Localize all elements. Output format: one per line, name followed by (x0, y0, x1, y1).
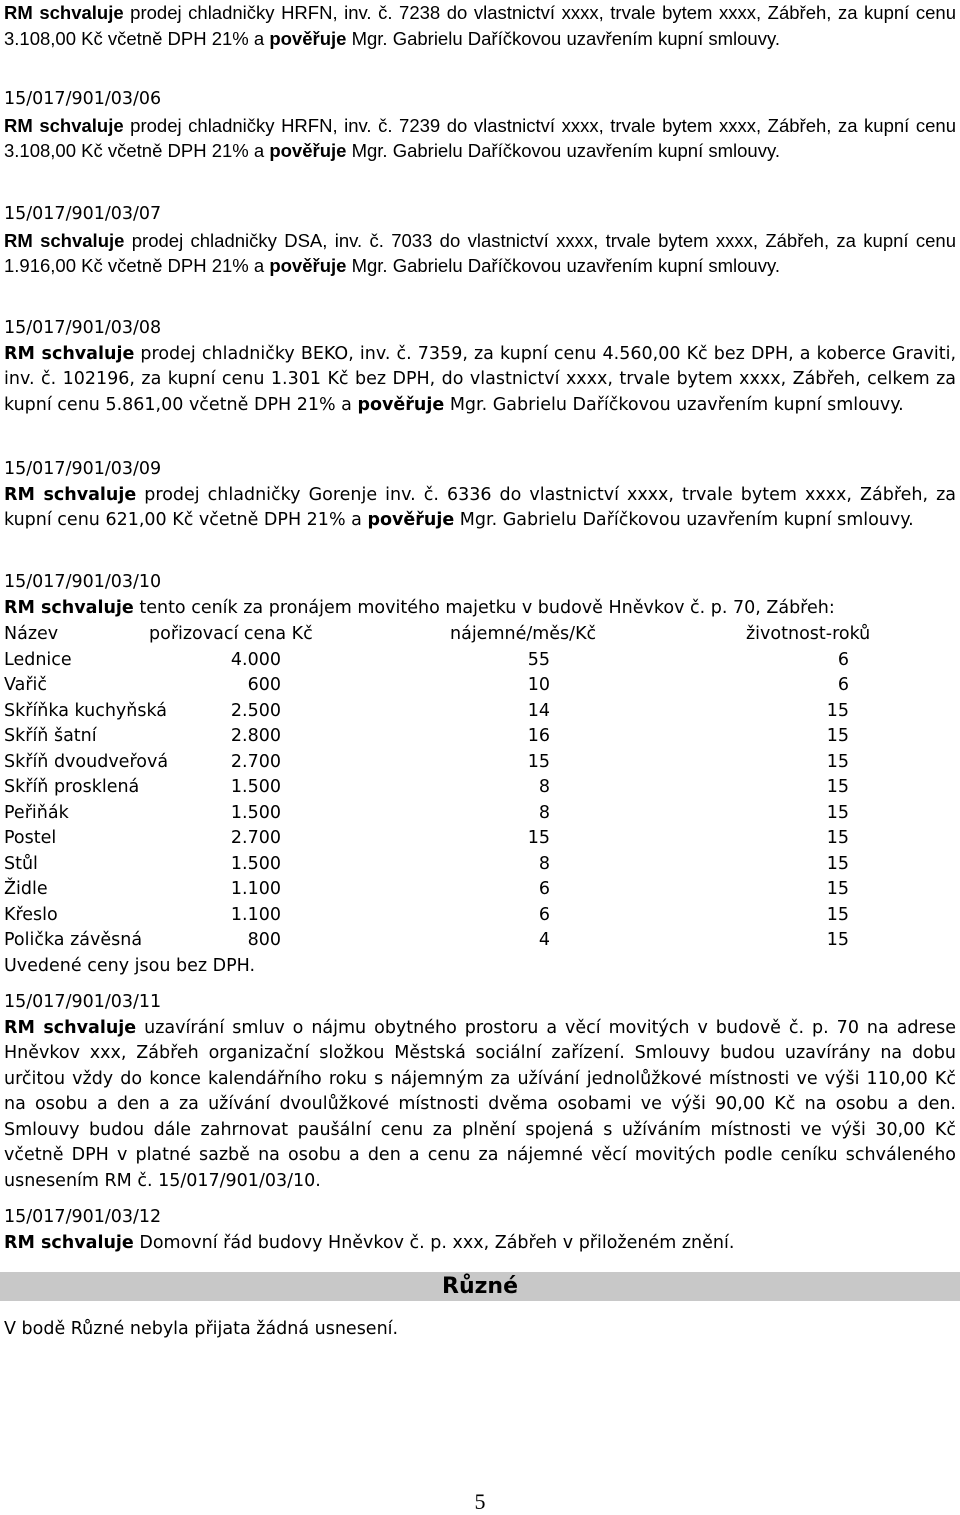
table-row (4, 877, 956, 903)
purchase-price-cell: 2.800 (230, 726, 281, 746)
resolution-item (4, 1205, 956, 1256)
lifetime-cell: 6 (837, 649, 849, 670)
section-text: V bodě Různé nebyla přijata žádná usnesení. (4, 1319, 399, 1339)
purchase-price-cell: 2.700 (230, 828, 281, 848)
table-row (4, 775, 956, 801)
resolution-item (4, 570, 956, 621)
table-row (4, 750, 956, 776)
purchase-price-cell: 1.500 (230, 802, 281, 823)
purchase-price-cell: 2.500 (230, 700, 281, 721)
resolution-text: RM schvaluje prodej chladničky Gorenje inv. č. 6336 do vlastnictví xxxx, trvale bytem xxxx, Zábřeh, za kupní cenu 621,00 Kč včetně DPH 21% a pověřuje Mgr. Gabrielu Daříčkovou uzavřením kupní smlouvy. (4, 484, 956, 530)
resolution-item (4, 457, 956, 534)
resolution-text: RM schvaluje prodej chladničky DSA, inv. č. 7033 do vlastnictví xxxx, trvale bytem xxxx, Zábřeh, za kupní cenu 1.916,00 Kč včetně DPH 21% a pověřuje Mgr. Gabrielu Daříčkovou uzavřením kupní smlouvy. (4, 229, 956, 276)
lifetime-cell: 15 (826, 879, 849, 899)
lifetime-cell: 15 (826, 930, 849, 950)
lifetime-cell: 15 (826, 726, 849, 746)
rent-cell: 10 (527, 675, 550, 695)
rent-cell: 16 (527, 726, 550, 746)
lifetime-cell: 15 (826, 777, 849, 797)
table-header-row (4, 622, 956, 648)
purchase-price-cell: 1.100 (230, 879, 281, 899)
table-row (4, 724, 956, 750)
resolution-number: 15/017/901/03/10 (4, 572, 162, 592)
resolution-number: 15/017/901/03/07 (4, 204, 162, 224)
resolution-number: 15/017/901/03/06 (4, 89, 162, 109)
table-row (4, 852, 956, 878)
purchase-price-cell: 800 (247, 930, 281, 950)
column-header: pořizovací cena Kč (149, 624, 313, 644)
rent-cell: 14 (527, 700, 550, 721)
rent-cell: 8 (538, 853, 550, 874)
purchase-price-cell: 4.000 (230, 649, 281, 670)
page-number: 5 (474, 1489, 486, 1514)
rent-cell: 6 (538, 879, 550, 899)
rent-cell: 8 (538, 802, 550, 823)
resolution-verb: RM schvaluje (4, 2, 124, 23)
resolution-verb: RM schvaluje (4, 597, 134, 618)
resolution-number: 15/017/901/03/11 (4, 992, 162, 1012)
item-name-cell: Křeslo (4, 904, 58, 925)
table-row (4, 699, 956, 725)
lifetime-cell: 15 (826, 802, 849, 823)
lifetime-cell: 15 (826, 853, 849, 874)
purchase-price-cell: 1.100 (230, 904, 281, 925)
table-row (4, 928, 956, 954)
rent-cell: 4 (538, 930, 550, 950)
lifetime-cell: 15 (826, 700, 849, 721)
lifetime-cell: 15 (826, 828, 849, 848)
resolution-text: RM schvaluje prodej chladničky HRFN, inv. č. 7239 do vlastnictví xxxx, trvale bytem xxxx, Zábřeh, za kupní cenu 3.108,00 Kč včetně DPH 21% a pověřuje Mgr. Gabrielu Daříčkovou uzavřením kupní smlouvy. (4, 114, 956, 161)
lifetime-cell: 6 (837, 675, 849, 695)
purchase-price-cell: 2.700 (230, 751, 281, 772)
item-name-cell: Lednice (4, 649, 72, 670)
section-heading: Různé (442, 1274, 518, 1299)
resolution-text: RM schvaluje tento ceník za pronájem movitého majetku v budově Hněvkov č. p. 70, Zábřeh: (4, 597, 835, 618)
resolution-text: RM schvaluje prodej chladničky BEKO, inv. č. 7359, za kupní cenu 4.560,00 Kč bez DPH, a koberce Graviti, inv. č. 102196, za kupní cenu 1.301 Kč bez DPH, do vlastnictví xxxx, trvale bytem xxxx, Zábřeh, celkem za kupní cenu 5.861,00 včetně DPH 21% a pověřuje Mgr. Gabrielu Daříčkovou uzavřením kupní smlouvy. (4, 343, 957, 415)
purchase-price-cell: 1.500 (230, 777, 281, 797)
resolution-item (4, 990, 956, 1194)
item-name-cell: Stůl (4, 853, 38, 874)
item-name-cell: Židle (4, 879, 48, 899)
purchase-price-cell: 1.500 (230, 853, 281, 874)
resolution-verb: RM schvaluje (4, 484, 137, 505)
table-row (4, 903, 956, 929)
item-name-cell: Skříň dvoudveřová (4, 751, 169, 772)
rent-cell: 15 (527, 751, 550, 772)
item-name-cell: Skříňka kuchyňská (4, 700, 168, 721)
resolution-number: 15/017/901/03/12 (4, 1207, 162, 1227)
table-body (4, 648, 956, 954)
resolution-verb: RM schvaluje (4, 1232, 134, 1253)
item-name-cell: Skříň prosklená (4, 777, 140, 797)
table-row (4, 801, 956, 827)
table-row (4, 826, 956, 852)
column-header: Název (4, 624, 59, 644)
resolution-verb: RM schvaluje (4, 343, 135, 364)
rent-cell: 15 (527, 828, 550, 848)
table-row (4, 648, 956, 674)
price-table (4, 622, 956, 979)
item-name-cell: Peřiňák (4, 802, 69, 823)
item-name-cell: Skříň šatní (4, 726, 97, 746)
item-name-cell: Vařič (4, 675, 48, 695)
resolution-verb: RM schvaluje (4, 1017, 137, 1038)
rent-cell: 6 (538, 904, 550, 925)
resolution-number: 15/017/901/03/08 (4, 318, 162, 338)
item-name-cell: Polička závěsná (4, 930, 143, 950)
resolution-text: RM schvaluje prodej chladničky HRFN, inv. č. 7238 do vlastnictví xxxx, trvale bytem xxxx, Zábřeh, za kupní cenu 3.108,00 Kč včetně DPH 21% a pověřuje Mgr. Gabrielu Daříčkovou uzavřením kupní smlouvy. (4, 2, 956, 49)
rent-cell: 55 (527, 649, 550, 670)
column-header: nájemné/měs/Kč (450, 624, 597, 644)
column-header: životnost-roků (746, 624, 871, 644)
lifetime-cell: 15 (826, 751, 849, 772)
table-footnote: Uvedené ceny jsou bez DPH. (4, 955, 256, 976)
resolution-text: RM schvaluje Domovní řád budovy Hněvkov č. p. xxx, Zábřeh v přiloženém znění. (4, 1232, 735, 1253)
resolution-number: 15/017/901/03/09 (4, 459, 162, 479)
resolution-verb: RM schvaluje (4, 114, 124, 136)
rent-cell: 8 (538, 777, 550, 797)
item-name-cell: Postel (4, 828, 57, 848)
resolution-item (4, 202, 956, 279)
resolution-item (4, 0, 956, 51)
resolution-verb: RM schvaluje (4, 229, 125, 251)
resolution-text: RM schvaluje uzavírání smluv o nájmu obytného prostoru a věcí movitých v budově č. p. 70 na adrese Hněvkov xxx, Zábřeh organizační složkou Městská sociální zařízení. Smlouvy budou uzavírány na dobu určitou vždy do konce kalendářního roku s nájemným za užívání jednolůžkové místnosti ve výši 110,00 Kč na osobu a den a za užívání dvoulůžkové místnosti dvěma osobami ve výši 90,00 Kč na osobu a den. Smlouvy budou dále zahrnovat paušální cenu za plnění spojená s užíváním místnosti ve výši 30,00 Kč včetně DPH v platné sazbě na osobu a den a cenu za nájemné věcí movitých podle ceníku schváleného usnesením RM č. 15/017/901/03/10. (4, 1017, 956, 1191)
purchase-price-cell: 600 (247, 675, 281, 695)
lifetime-cell: 15 (826, 904, 849, 925)
resolution-item (4, 87, 956, 164)
table-row (4, 673, 956, 699)
resolution-item (4, 316, 956, 418)
